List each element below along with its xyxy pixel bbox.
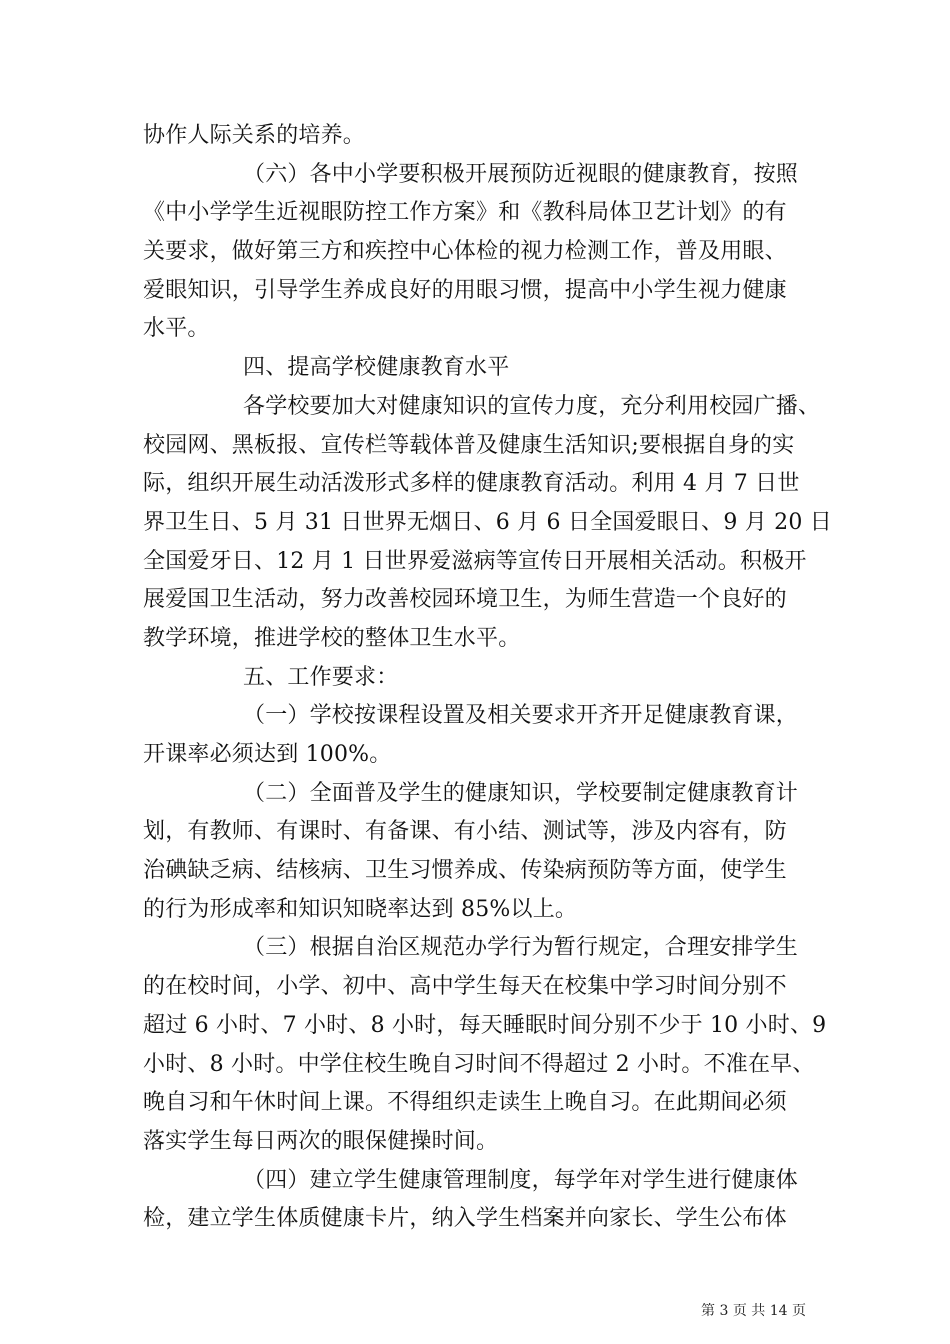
text-line: 晚自习和午休时间上课。不得组织走读生上晚自习。在此期间必须 [143,1090,787,1116]
text-line: 关要求，做好第三方和疾控中心体检的视力检测工作，普及用眼、 [143,239,787,265]
text-line: 《中小学学生近视眼防控工作方案》和《教科局体卫艺计划》的有 [143,200,787,226]
text-line: 小时、8 小时。中学住校生晚自习时间不得超过 2 小时。不准在早、 [143,1051,815,1077]
text-line: 水平。 [143,316,210,342]
text-line: 治碘缺乏病、结核病、卫生习惯养成、传染病预防等方面，使学生 [143,858,787,884]
text-line: （四）建立学生健康管理制度，每学年对学生进行健康体 [243,1167,799,1193]
document-body [143,117,832,1239]
text-line: 际，组织开展生动活泼形式多样的健康教育活动。利用 4 月 7 日世 [143,471,800,497]
text-line: （三）根据自治区规范办学行为暂行规定，合理安排学生 [243,935,799,961]
text-line: 的在校时间，小学、初中、高中学生每天在校集中学习时间分别不 [143,974,787,1000]
text-line: 超过 6 小时、7 小时、8 小时，每天睡眠时间分别不少于 10 小时、9 [143,1012,827,1038]
text-line: 落实学生每日两次的眼保健操时间。 [143,1128,499,1154]
text-line: 教学环境，推进学校的整体卫生水平。 [143,625,521,651]
text-line: 检，建立学生体质健康卡片，纳入学生档案并向家长、学生公布体 [143,1206,787,1232]
text-line: 协作人际关系的培养。 [143,123,366,148]
text-line: 校园网、黑板报、宣传栏等载体普及健康生活知识;要根据自身的实 [143,432,795,458]
page-number: 第 3 页 共 14 页 [701,1303,806,1319]
text-line: 全国爱牙日、12 月 1 日世界爱滋病等宣传日开展相关活动。积极开 [143,548,807,574]
text-line: 开课率必须达到 100%。 [143,742,392,767]
text-line: 各学校要加大对健康知识的宣传力度，充分利用校园广播、 [243,393,821,419]
text-line: （一）学校按课程设置及相关要求开齐开足健康教育课， [243,703,799,729]
text-line: 界卫生日、5 月 31 日世界无烟日、6 月 6 日全国爱眼日、9 月 20 日 [143,509,832,535]
section-heading: 五、工作要求： [243,664,399,690]
text-line: 展爱国卫生活动，努力改善校园环境卫生，为师生营造一个良好的 [143,587,787,613]
text-line: （六）各中小学要积极开展预防近视眼的健康教育，按照 [243,161,799,187]
text-line: 划，有教师、有课时、有备课、有小结、测试等，涉及内容有，防 [143,819,787,845]
text-line: （二）全面普及学生的健康知识，学校要制定健康教育计 [243,780,799,806]
section-heading: 四、提高学校健康教育水平 [243,355,510,381]
text-line: 爱眼知识，引导学生养成良好的用眼习惯，提高中小学生视力健康 [143,277,787,303]
text-line: 的行为形成率和知识知晓率达到 85%以上。 [143,896,578,922]
